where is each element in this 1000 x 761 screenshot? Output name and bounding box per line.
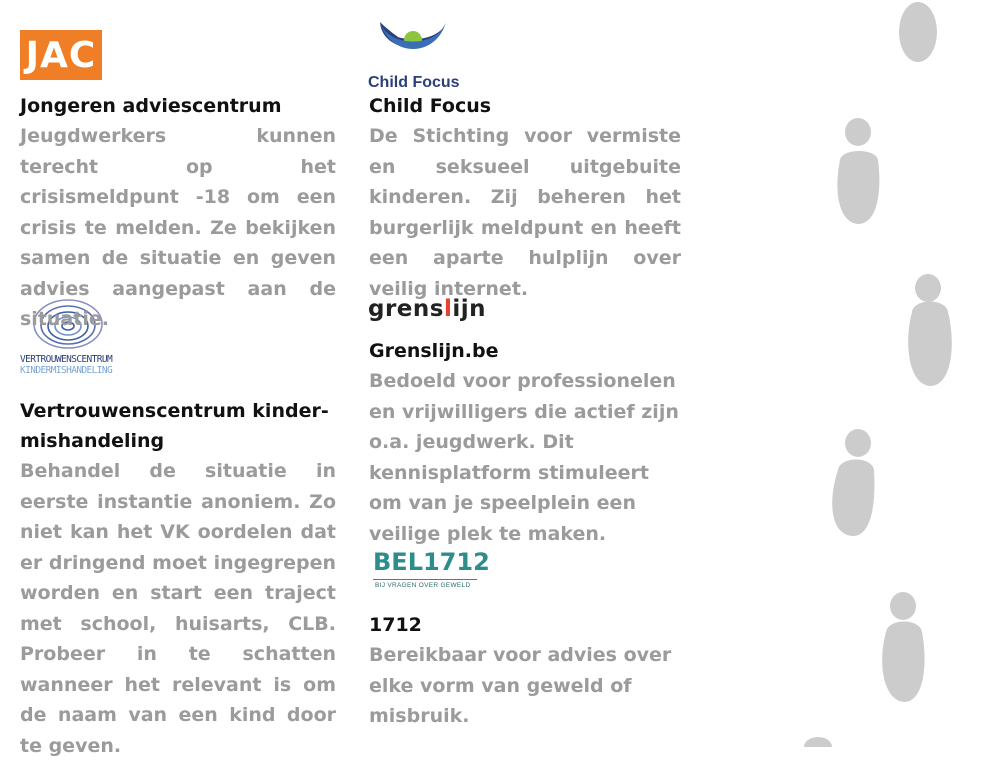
grenslijn-logo-part2: ijn <box>452 296 487 322</box>
bel1712-logo-rule <box>373 579 477 580</box>
grenslijn-logo-part1: grens <box>368 296 444 322</box>
entry-title: Child Focus <box>369 95 492 117</box>
jac-logo: JAC <box>20 30 102 80</box>
bel1712-logo-text: BEL1712 <box>373 548 490 576</box>
entry-body: Bedoeld voor professionelen en vrijwilligers die actief zijn o.a. jeugdwerk. Dit kennisplatform stimuleert om van je speelplein een veilige plek te maken. <box>369 370 679 545</box>
footprint-icon <box>837 118 879 224</box>
child-focus-emblem-icon <box>366 14 466 76</box>
entry-title: Grenslijn.be <box>369 340 499 362</box>
entry-jac <box>20 91 336 335</box>
footprint-icon <box>832 429 874 536</box>
bel1712-logo <box>370 548 490 598</box>
vk-logo-line2: KINDERMISHANDELING <box>20 365 113 376</box>
entry-title: 1712 <box>369 614 422 636</box>
footprint-icon <box>899 2 937 62</box>
entry-vk <box>20 396 336 761</box>
child-focus-logo-text: Child Focus <box>368 74 460 91</box>
entry-body: Bereikbaar voor advies over elke vorm van geweld of misbruik. <box>369 644 672 727</box>
footprint-icon <box>908 274 952 386</box>
entry-title: Vertrouwenscentrum kindermishandeling <box>20 400 329 452</box>
entry-title: Jongeren adviescentrum <box>20 95 282 117</box>
entry-body: Jeugdwerkers kunnen terecht op het crisismeldpunt -18 om een crisis te melden. Ze bekijken samen de situatie en geven advies aangepast aan de situatie. <box>20 125 336 330</box>
footprints-decoration <box>800 0 1000 747</box>
entry-body: Behandel de situatie in eerste instantie anoniem. Zo niet kan het VK oordelen dat er dringend moet ingegrepen worden en start een traject met school, huisarts, CLB. Probeer in te schatten wanneer het relevant is om de naam van een kind door te geven. <box>20 460 336 757</box>
vk-logo-line1: VERTROUWENSCENTRUM <box>20 354 113 365</box>
entry-grenslijn <box>369 336 681 549</box>
grenslijn-logo-bar: l <box>443 296 453 322</box>
entry-body: De Stichting voor vermiste en seksueel uitgebuite kinderen. Zij beheren het burgerlijk meldpunt en heeft een aparte hulplijn over veilig internet. <box>369 125 681 300</box>
footprint-icon <box>882 592 924 702</box>
child-focus-logo <box>366 14 466 91</box>
bel1712-logo-subtitle: BIJ VRAGEN OVER GEWELD <box>375 582 471 589</box>
entry-child-focus <box>369 91 681 304</box>
footprint-icon <box>804 737 832 747</box>
entry-1712 <box>369 610 681 732</box>
